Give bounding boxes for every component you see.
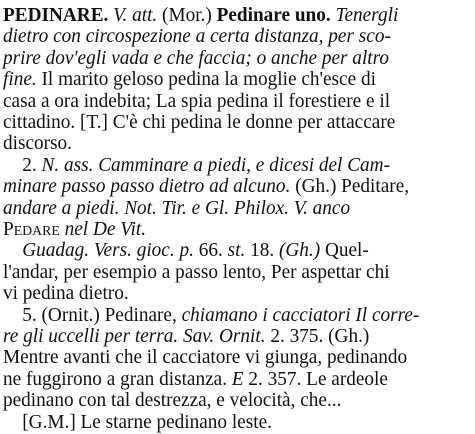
entry-text-segment: l'andar, per esempio a passo lento, Per aspettar chi — [3, 261, 390, 283]
entry-line — [3, 198, 472, 220]
entry-line — [3, 390, 472, 412]
entry-text-segment: ne fuggirono a gran distanza. — [3, 368, 232, 390]
entry-line — [3, 5, 472, 27]
entry-text-segment: 66. — [193, 240, 228, 262]
entry-text-segment: re gli uccelli per terra. Sav. Ornit. — [3, 326, 266, 347]
entry-line — [3, 48, 472, 70]
entry-text-segment: (Gh.) Peditare, — [290, 176, 410, 198]
entry-line — [3, 155, 472, 177]
entry-text-segment: minare passo passo dietro ad alcuno. — [3, 176, 291, 198]
entry-line — [3, 262, 472, 284]
entry-line — [3, 412, 472, 434]
entry-line — [3, 112, 472, 134]
entry-line — [3, 369, 472, 391]
entry-line — [3, 240, 472, 262]
entry-text-segment: 2. — [3, 154, 42, 176]
entry-line — [3, 305, 472, 327]
entry-text-segment: (Mor.) — [157, 5, 217, 26]
entry-line — [3, 347, 472, 369]
entry-text-segment: discorso. — [3, 133, 72, 155]
entry-text-segment: pedinano con tal destrezza, e velocità, che... — [3, 390, 342, 412]
entry-text-segment: vi pedina dietro. — [3, 283, 129, 305]
entry-line — [3, 283, 472, 305]
entry-text-segment: PEDINARE. — [3, 5, 109, 26]
entry-text-segment: Il marito geloso pedina la moglie ch'esce di — [36, 69, 376, 91]
entry-line — [3, 69, 472, 91]
entry-line — [3, 91, 472, 113]
entry-text-segment: N. ass. Camminare a piedi, e dicesi del Cam- — [41, 154, 391, 176]
entry-text-segment: Mentre avanti che il cacciatore vi giunga, pedinando — [3, 347, 408, 369]
entry-text-segment: 2. 375. (Gh.) — [265, 326, 370, 347]
entry-text-segment: 18. — [245, 240, 279, 262]
entry-text-segment: andare a piedi. Not. Tir. e Gl. Philox. V. anco — [3, 197, 351, 219]
entry-text-segment: casa a ora indebita; La spia pedina il forestiere e il — [3, 90, 391, 112]
entry-text-segment: cittadino. [T.] C'è chi pedina le donne per attaccare — [3, 112, 396, 133]
entry-text-segment: Pedare — [3, 219, 60, 240]
entry-text-segment: st. — [227, 240, 246, 262]
entry-text-segment: Tenergli — [335, 5, 399, 26]
entry-text-segment: Pedinare uno. — [216, 5, 331, 26]
entry-text-segment: 2. 357. Le ardeole — [243, 368, 388, 390]
entry-text-segment: Guadag. Vers. gioc. p. — [22, 240, 194, 262]
entry-line — [3, 133, 472, 155]
entry-line — [3, 219, 472, 241]
entry-text-segment: chiamano i cacciatori Il corre- — [181, 304, 420, 326]
entry-line — [3, 26, 472, 48]
entry-text-segment: 5. (Ornit.) Pedinare, — [3, 304, 182, 326]
entry-text-segment: nel De Vit. — [64, 219, 147, 240]
entry-text-segment: fine. — [3, 69, 37, 91]
entry-text-segment — [3, 240, 22, 261]
entry-text-segment: dietro con circospezione a certa distanza, per sco- — [3, 26, 391, 48]
entry-text-segment: prire dov'egli vada e che faccia; o anche per altro — [3, 47, 390, 69]
entry-text-segment: Quel- — [320, 240, 369, 262]
entry-line — [3, 326, 472, 348]
entry-text-segment: E — [231, 368, 244, 390]
entry-text-segment: (Gh.) — [278, 240, 321, 262]
entry-line — [3, 176, 472, 198]
entry-text-segment: [G.M.] Le starne pedinano leste. — [3, 411, 272, 433]
entry-text-segment: V. att. — [113, 5, 158, 26]
